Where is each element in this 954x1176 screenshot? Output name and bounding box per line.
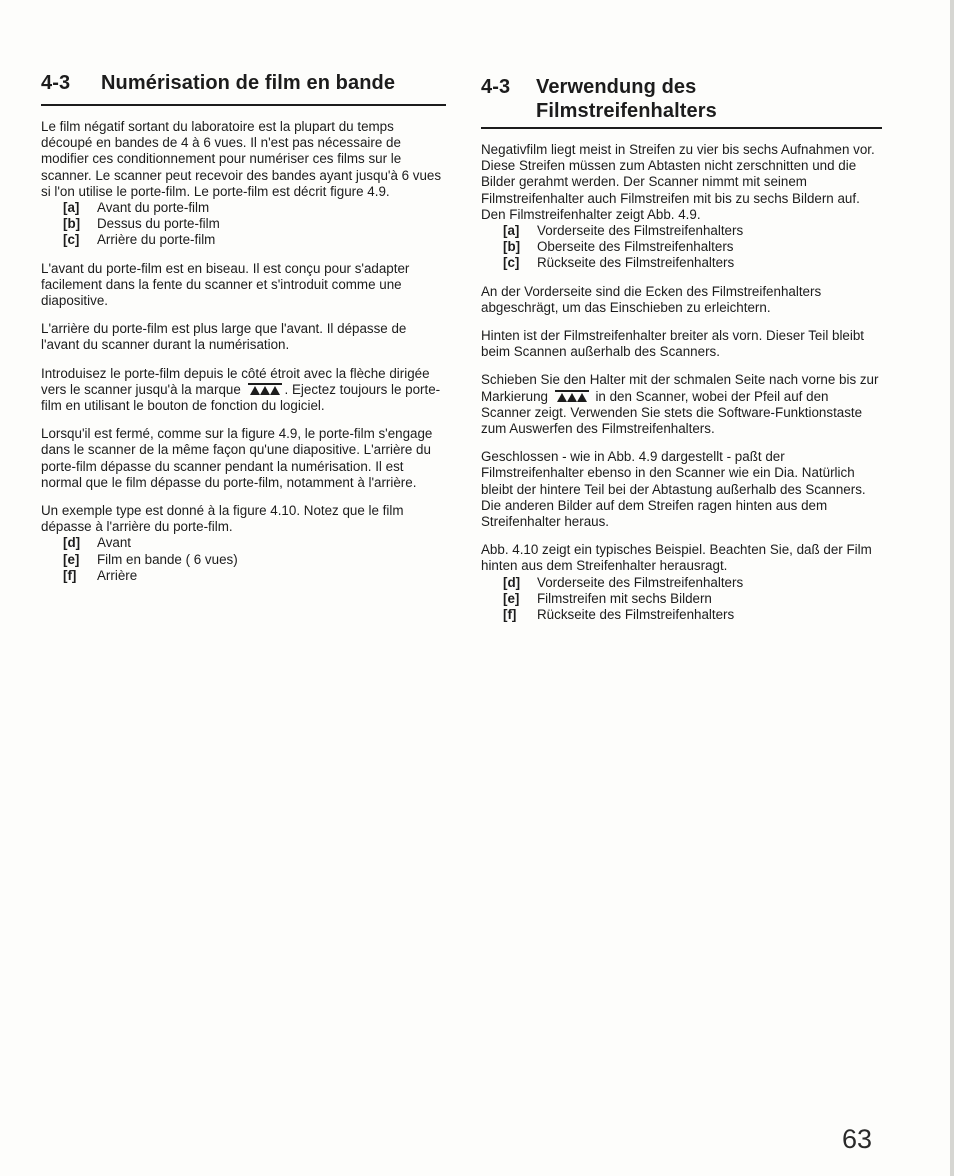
paragraph-text: in den Scanner, wobei der Pfeil auf den Scanner zeigt. Verwenden Sie stets die Software-Funktionstaste zum Auswerfen des Filmstreifenhalters. — [481, 388, 863, 437]
parts-list — [63, 535, 446, 584]
item-tag: [b] — [503, 239, 521, 255]
paragraph: Abb. 4.10 zeigt ein typisches Beispiel. Beachten Sie, daß der Film hinten aus dem Streifenhalter herausragt. — [481, 542, 872, 574]
list-item — [503, 223, 882, 239]
item-tag: [c] — [503, 255, 520, 271]
item-text: Film en bande ( 6 vues) — [97, 551, 238, 567]
item-tag: [d] — [63, 535, 81, 551]
paragraph: Hinten ist der Filmstreifenhalter breiter als vorn. Dieser Teil bleibt beim Scannen außerhalb des Scanners. — [481, 328, 865, 360]
item-text: Dessus du porte-film — [97, 216, 220, 232]
item-tag: [e] — [503, 590, 520, 606]
list-item — [63, 535, 446, 551]
section-title: Numérisation de film en bande — [101, 72, 396, 94]
item-text: Arrière — [97, 567, 138, 583]
item-tag: [d] — [503, 574, 521, 590]
list-item — [503, 575, 882, 591]
paragraph: Un exemple type est donné à la figure 4.10. Notez que le film dépasse à l'arrière du porte-film. — [41, 503, 404, 535]
parts-list — [503, 223, 882, 272]
french-column — [41, 68, 446, 596]
german-column — [481, 68, 882, 635]
section-number: 4-3 — [41, 72, 71, 94]
item-text: Oberseite des Filmstreifenhalters — [537, 239, 734, 255]
paragraph: L'avant du porte-film est en biseau. Il est conçu pour s'adapter facilement dans la fente du scanner et s'introduit comme une diapositive. — [41, 260, 410, 309]
heading-rule — [41, 104, 446, 106]
page-number: 63 — [842, 1124, 873, 1154]
item-tag: [e] — [63, 551, 80, 567]
list-item — [63, 552, 446, 568]
list-item — [63, 232, 446, 248]
paragraph: An der Vorderseite sind die Ecken des Filmstreifenhalters abgeschrägt, um das Einschieben zu erleichtern. — [481, 283, 822, 315]
item-text: Rückseite des Filmstreifenhalters — [537, 255, 735, 271]
section-title: Verwendung des Filmstreifenhalters — [536, 76, 717, 122]
paragraph-text: . Ejectez toujours le porte-film en utilisant le bouton de fonction du logiciel. — [41, 381, 441, 414]
paragraph-text: Introduisez le porte-film depuis le côté étroit avec la flèche dirigée vers le scanner jusqu'à la marque — [41, 365, 430, 397]
item-tag: [f] — [63, 567, 77, 583]
item-tag: [a] — [63, 200, 80, 216]
heading-rule — [481, 127, 882, 129]
list-item — [503, 607, 882, 623]
list-item — [503, 591, 882, 607]
list-item — [63, 568, 446, 584]
paragraph: Le film négatif sortant du laboratoire est la plupart du temps découpé en bandes de 4 à 6 vues. Il n'est pas nécessaire de modifier ces conditionnement pour numériser ces films sur le scanner. Le scanner peut recevoir des bandes ayant jusqu'à 6 vues si l'on utilise le porte-film. Le porte-film est décrit figure 4.9. — [41, 119, 442, 199]
paragraph: L'arrière du porte-film est plus large que l'avant. Il dépasse de l'avant du scanner durant la numérisation. — [41, 321, 407, 353]
section-heading-de — [481, 68, 882, 123]
paragraph-with-marker — [481, 372, 882, 437]
item-tag: [f] — [503, 607, 517, 623]
section-number: 4-3 — [481, 76, 511, 98]
list-item — [63, 216, 446, 232]
paragraph: Negativfilm liegt meist in Streifen zu vier bis sechs Aufnahmen vor. Diese Streifen müssen zum Abtasten nicht zerschnitten und die Bilder gerahmt werden. Der Scanner nimmt mit seinem Filmstreifenhalter auch Filmstreifen mit bis zu sechs Bildern auf. Den Filmstreifenhalter zeigt Abb. 4.9. — [481, 142, 875, 222]
paragraph-text: Schieben Sie den Halter mit der schmalen Seite nach vorne bis zur Markierung — [481, 372, 879, 404]
item-text: Filmstreifen mit sechs Bildern — [537, 590, 712, 606]
item-text: Rückseite des Filmstreifenhalters — [537, 607, 735, 623]
item-text: Arrière du porte-film — [97, 232, 216, 248]
page-edge — [950, 0, 954, 1176]
item-text: Avant du porte-film — [97, 200, 210, 216]
item-text: Vorderseite des Filmstreifenhalters — [537, 574, 744, 590]
item-tag: [b] — [63, 216, 81, 232]
section-heading-fr — [41, 68, 446, 95]
parts-list — [503, 575, 882, 624]
item-text: Avant — [97, 535, 131, 551]
paragraph: Lorsqu'il est fermé, comme sur la figure 4.9, le porte-film s'engage dans le scanner de la même façon qu'une diapositive. L'arrière du porte-film dépasse du scanner pendant la numérisation. Il est normal que le film dépasse du porte-film, notamment à l'arrière. — [41, 426, 433, 490]
film-holder-insertion-mark-icon — [248, 383, 282, 395]
item-text: Vorderseite des Filmstreifenhalters — [537, 223, 744, 239]
item-tag: [a] — [503, 223, 520, 239]
film-holder-insertion-mark-icon — [555, 390, 589, 402]
paragraph-with-marker — [41, 366, 446, 415]
item-tag: [c] — [63, 232, 80, 248]
list-item — [503, 255, 882, 271]
list-item — [503, 239, 882, 255]
parts-list — [63, 200, 446, 249]
paragraph: Geschlossen - wie in Abb. 4.9 dargestellt - paßt der Filmstreifenhalter ebenso in den Scanner wie ein Dia. Natürlich bleibt der hintere Teil bei der Abtastung außerhalb des Scanners. Die anderen Bilder auf dem Streifen ragen hinten aus dem Streifenhalter heraus. — [481, 449, 866, 530]
list-item — [63, 200, 446, 216]
